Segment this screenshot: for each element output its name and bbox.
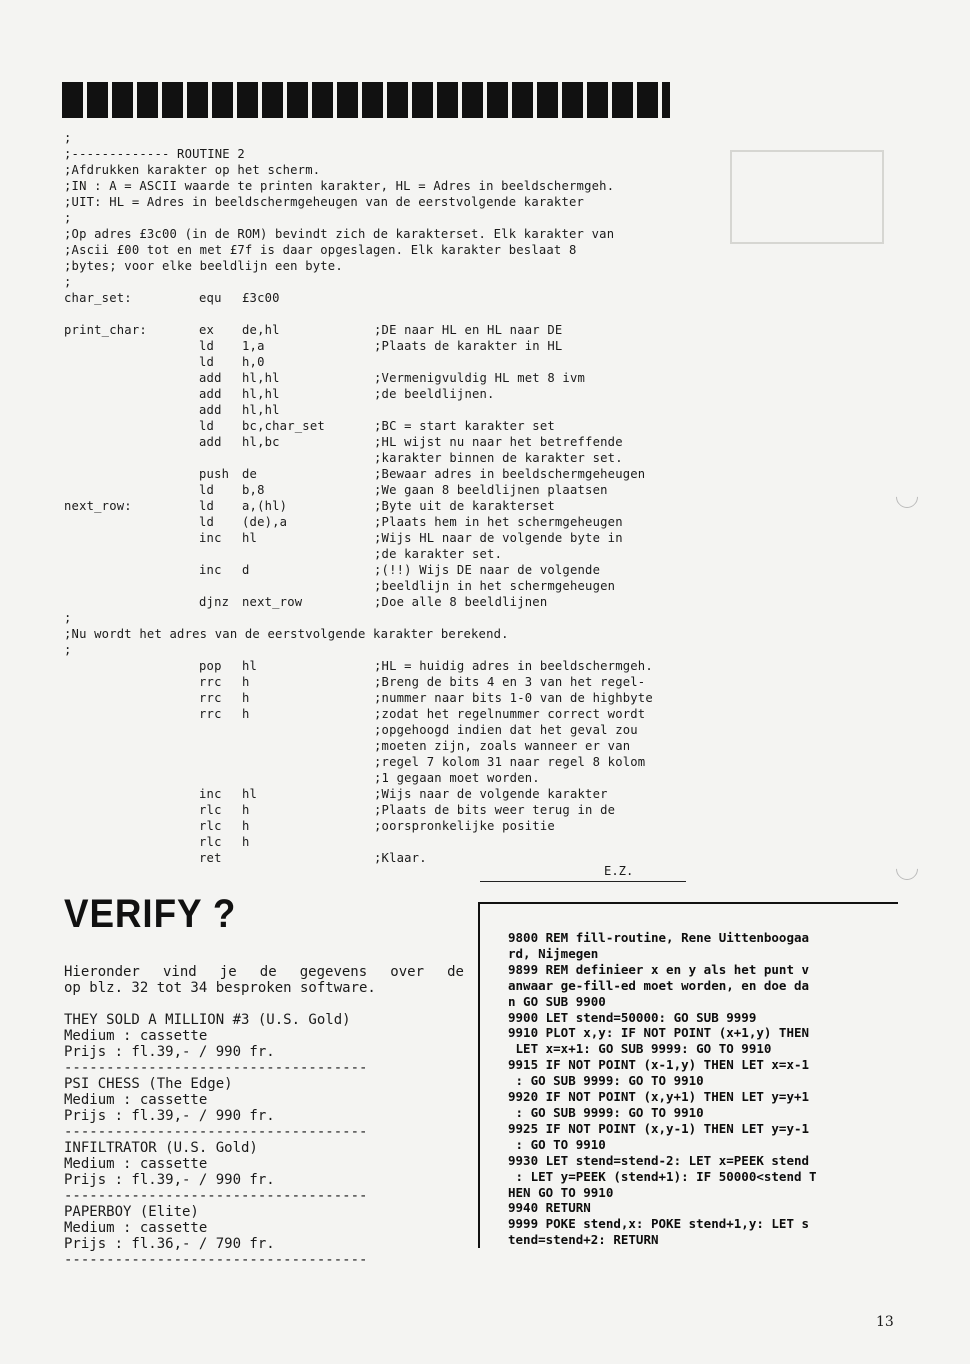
asm-operand: de [242, 467, 258, 481]
intro-word: over [390, 964, 424, 980]
asm-comment: ;HL wijst nu naar het betreffende [374, 435, 623, 449]
asm-label: char_set: [64, 291, 132, 305]
asm-opcode: push [199, 467, 230, 481]
asm-operand: bc,char_set [242, 419, 325, 433]
asm-line [64, 290, 924, 306]
asm-label: ;Op adres £3c00 (in de ROM) bevindt zich de karakterset. Elk karakter van [64, 227, 615, 241]
asm-comment: ;de karakter set. [374, 547, 503, 561]
asm-line [64, 642, 924, 658]
asm-comment: ;Vermenigvuldig HL met 8 ivm [374, 371, 586, 385]
asm-comment: ;Byte uit de karakterset [374, 499, 555, 513]
asm-comment: ;(!!) Wijs DE naar de volgende [374, 563, 601, 577]
intro-word: vind [162, 964, 197, 980]
asm-opcode: ex [199, 323, 215, 337]
asm-label: ;------------- ROUTINE 2 [64, 147, 245, 161]
software-price: Prijs : fl.39,- / 990 fr. [64, 1172, 275, 1188]
asm-comment: ;DE naar HL en HL naar DE [374, 323, 563, 337]
assembly-listing [64, 130, 924, 866]
intro-word: je [219, 964, 237, 980]
asm-opcode: rrc [199, 691, 222, 705]
asm-operand: hl,hl [242, 403, 280, 417]
asm-label: ;Nu wordt het adres van de eerstvolgende karakter berekend. [64, 627, 509, 641]
asm-line [64, 482, 924, 498]
verify-intro [64, 964, 464, 996]
asm-line [64, 466, 924, 482]
asm-line [64, 226, 924, 242]
basic-line: n GO SUB 9900 [508, 993, 606, 1009]
verify-heading: VERIFY ? [64, 892, 237, 936]
asm-comment: ;Doe alle 8 beeldlijnen [374, 595, 548, 609]
basic-line: anwaar ge-fill-ed moet worden, en doe da [508, 977, 810, 993]
asm-comment: ;de beeldlijnen. [374, 387, 495, 401]
asm-comment: ;Breng de bits 4 en 3 van het regel- [374, 675, 646, 689]
asm-opcode: ret [199, 851, 222, 865]
asm-line [64, 258, 924, 274]
software-title: PAPERBOY (Elite) [64, 1204, 199, 1220]
asm-label: ;UIT: HL = Adres in beeldschermgeheugen van de eerstvolgende karakter [64, 195, 585, 209]
basic-line: 9800 REM fill-routine, Rene Uittenboogaa [508, 930, 810, 945]
basic-line: 9910 PLOT x,y: IF NOT POINT (x+1,y) THEN [508, 1025, 810, 1041]
asm-operand: b,8 [242, 483, 265, 497]
intro-word: Hieronder [64, 964, 140, 980]
asm-operand: hl,bc [242, 435, 280, 449]
asm-comment: ;Plaats de bits weer terug in de [374, 803, 616, 817]
asm-line [64, 562, 924, 578]
software-separator: ------------------------------------ [64, 1124, 368, 1140]
software-entry [64, 1076, 394, 1140]
asm-line [64, 354, 924, 370]
asm-line [64, 450, 924, 466]
asm-operand: hl [242, 659, 258, 673]
asm-line [64, 514, 924, 530]
basic-line: rd, Nijmegen [508, 945, 599, 961]
asm-opcode: inc [199, 787, 222, 801]
asm-line [64, 242, 924, 258]
basic-line: 9920 IF NOT POINT (x,y+1) THEN LET y=y+1 [508, 1089, 810, 1105]
software-price: Prijs : fl.39,- / 990 fr. [64, 1108, 275, 1124]
page-number: 13 [876, 1314, 894, 1330]
asm-opcode: add [199, 403, 222, 417]
software-entry [64, 1204, 394, 1268]
asm-operand: h,0 [242, 355, 265, 369]
asm-comment: ;Wijs naar de volgende karakter [374, 787, 608, 801]
basic-line: tend=stend+2: RETURN [508, 1232, 659, 1248]
asm-comment: ;1 gegaan moet worden. [374, 771, 540, 785]
asm-line [64, 626, 924, 642]
asm-comment: ;Bewaar adres in beeldschermgeheugen [374, 467, 646, 481]
asm-line [64, 770, 924, 786]
asm-operand: h [242, 691, 250, 705]
asm-opcode: rlc [199, 819, 222, 833]
asm-line [64, 658, 924, 674]
basic-line: : LET y=PEEK (stend+1): IF 50000<stend T [508, 1168, 817, 1184]
asm-line [64, 834, 924, 850]
asm-line [64, 546, 924, 562]
asm-comment: ;regel 7 kolom 31 naar regel 8 kolom [374, 755, 646, 769]
asm-opcode: ld [199, 339, 215, 353]
asm-line [64, 386, 924, 402]
basic-line: 9900 LET stend=50000: GO SUB 9999 [508, 1009, 757, 1025]
asm-line [64, 610, 924, 626]
asm-opcode: rlc [199, 803, 222, 817]
asm-line [64, 402, 924, 418]
asm-operand: h [242, 835, 250, 849]
asm-comment: ;BC = start karakter set [374, 419, 555, 433]
asm-opcode: ld [199, 483, 215, 497]
asm-line [64, 786, 924, 802]
asm-comment: ;moeten zijn, zoals wanneer er van [374, 739, 631, 753]
asm-label: ;IN : A = ASCII waarde te printen karakter, HL = Adres in beeldschermgeh. [64, 179, 615, 193]
asm-comment: ;karakter binnen de karakter set. [374, 451, 623, 465]
asm-label: ;Afdrukken karakter op het scherm. [64, 163, 321, 177]
asm-opcode: ld [199, 499, 215, 513]
asm-comment: ;Wijs HL naar de volgende byte in [374, 531, 623, 545]
software-price: Prijs : fl.36,- / 790 fr. [64, 1236, 275, 1252]
asm-line [64, 162, 924, 178]
asm-line [64, 738, 924, 754]
asm-comment: ;opgehoogd indien dat het geval zou [374, 723, 638, 737]
basic-line: 9930 LET stend=stend-2: LET x=PEEK stend [508, 1152, 810, 1168]
asm-line [64, 594, 924, 610]
signature-rule [480, 881, 686, 882]
asm-operand: h [242, 803, 250, 817]
asm-operand: £3c00 [242, 291, 280, 305]
asm-line [64, 578, 924, 594]
asm-line [64, 210, 924, 226]
asm-label: next_row: [64, 499, 132, 513]
basic-listing [478, 902, 898, 1248]
asm-operand: hl [242, 787, 258, 801]
asm-opcode: pop [199, 659, 222, 673]
basic-line: 9999 POKE stend,x: POKE stend+1,y: LET s [508, 1216, 810, 1232]
asm-opcode: add [199, 371, 222, 385]
software-medium: Medium : cassette [64, 1028, 208, 1044]
software-separator: ------------------------------------ [64, 1060, 368, 1076]
asm-label: ; [64, 131, 72, 145]
asm-label: ; [64, 275, 72, 289]
asm-line [64, 178, 924, 194]
basic-line: HEN GO TO 9910 [508, 1184, 614, 1200]
software-medium: Medium : cassette [64, 1156, 208, 1172]
asm-opcode: rlc [199, 835, 222, 849]
asm-operand: hl [242, 531, 258, 545]
asm-label: ; [64, 643, 72, 657]
asm-comment: ;oorspronkelijke positie [374, 819, 555, 833]
asm-opcode: ld [199, 515, 215, 529]
asm-line [64, 130, 924, 146]
asm-operand: 1,a [242, 339, 265, 353]
asm-label: ;bytes; voor elke beeldlijn een byte. [64, 259, 343, 273]
basic-line: 9899 REM definieer x en y als het punt v [508, 961, 810, 977]
asm-line [64, 146, 924, 162]
asm-opcode: add [199, 435, 222, 449]
asm-operand: h [242, 675, 250, 689]
software-medium: Medium : cassette [64, 1092, 208, 1108]
asm-comment: ;Plaats hem in het schermgeheugen [374, 515, 623, 529]
asm-opcode: inc [199, 531, 222, 545]
software-entry [64, 1012, 394, 1076]
verify-intro-line1 [64, 964, 464, 980]
software-medium: Medium : cassette [64, 1220, 208, 1236]
software-separator: ------------------------------------ [64, 1252, 368, 1268]
asm-line [64, 306, 924, 322]
asm-line [64, 722, 924, 738]
basic-line: 9915 IF NOT POINT (x-1,y) THEN LET x=x-1 [508, 1057, 810, 1073]
asm-operand: h [242, 707, 250, 721]
asm-operand: h [242, 819, 250, 833]
asm-line [64, 818, 924, 834]
asm-opcode: rrc [199, 675, 222, 689]
asm-opcode: equ [199, 291, 222, 305]
asm-operand: a,(hl) [242, 499, 288, 513]
verify-intro-line2: op blz. 32 tot 34 besproken software. [64, 980, 376, 996]
asm-line [64, 418, 924, 434]
asm-opcode: add [199, 387, 222, 401]
asm-opcode: rrc [199, 707, 222, 721]
asm-opcode: ld [199, 419, 215, 433]
asm-line [64, 850, 924, 866]
software-price: Prijs : fl.39,- / 990 fr. [64, 1044, 275, 1060]
asm-line [64, 690, 924, 706]
asm-line [64, 434, 924, 450]
asm-opcode: ld [199, 355, 215, 369]
asm-operand: hl,hl [242, 387, 280, 401]
basic-line: : GO SUB 9999: GO TO 9910 [508, 1073, 704, 1089]
asm-line [64, 274, 924, 290]
asm-operand: hl,hl [242, 371, 280, 385]
intro-word: gegevens [299, 964, 368, 980]
asm-opcode: djnz [199, 595, 230, 609]
asm-label: ; [64, 611, 72, 625]
asm-label: ; [64, 211, 72, 225]
header-banner [62, 82, 670, 118]
asm-line [64, 370, 924, 386]
software-title: INFILTRATOR (U.S. Gold) [64, 1140, 258, 1156]
asm-opcode: inc [199, 563, 222, 577]
intro-word: de [447, 964, 464, 980]
asm-operand: d [242, 563, 250, 577]
software-separator: ------------------------------------ [64, 1188, 368, 1204]
asm-comment: ;Klaar. [374, 851, 427, 865]
asm-comment: ;nummer naar bits 1-0 van de highbyte [374, 691, 653, 705]
asm-comment: ;Plaats de karakter in HL [374, 339, 563, 353]
asm-operand: de,hl [242, 323, 280, 337]
software-title: THEY SOLD A MILLION #3 (U.S. Gold) [64, 1012, 351, 1028]
asm-line [64, 194, 924, 210]
software-title: PSI CHESS (The Edge) [64, 1076, 233, 1092]
asm-operand: (de),a [242, 515, 288, 529]
asm-label: ;Ascii £00 tot en met £7f is daar opgeslagen. Elk karakter beslaat 8 [64, 243, 577, 257]
asm-label: print_char: [64, 323, 147, 337]
basic-line: : GO TO 9910 [508, 1136, 606, 1152]
asm-line [64, 706, 924, 722]
asm-line [64, 674, 924, 690]
asm-line [64, 802, 924, 818]
basic-line: 9925 IF NOT POINT (x,y-1) THEN LET y=y-1 [508, 1120, 810, 1136]
intro-word: de [259, 964, 277, 980]
asm-line [64, 338, 924, 354]
basic-line: 9940 RETURN [508, 1200, 591, 1216]
software-entry [64, 1140, 394, 1204]
asm-comment: ;We gaan 8 beeldlijnen plaatsen [374, 483, 608, 497]
author-signature: E.Z. [604, 864, 634, 878]
asm-line [64, 754, 924, 770]
basic-line: LET x=x+1: GO SUB 9999: GO TO 9910 [508, 1041, 772, 1057]
asm-operand: next_row [242, 595, 303, 609]
asm-line [64, 498, 924, 514]
asm-comment: ;zodat het regelnummer correct wordt [374, 707, 646, 721]
asm-comment: ;HL = huidig adres in beeldschermgeh. [374, 659, 653, 673]
asm-line [64, 530, 924, 546]
asm-comment: ;beeldlijn in het schermgeheugen [374, 579, 616, 593]
basic-line: : GO SUB 9999: GO TO 9910 [508, 1104, 704, 1120]
asm-line [64, 322, 924, 338]
